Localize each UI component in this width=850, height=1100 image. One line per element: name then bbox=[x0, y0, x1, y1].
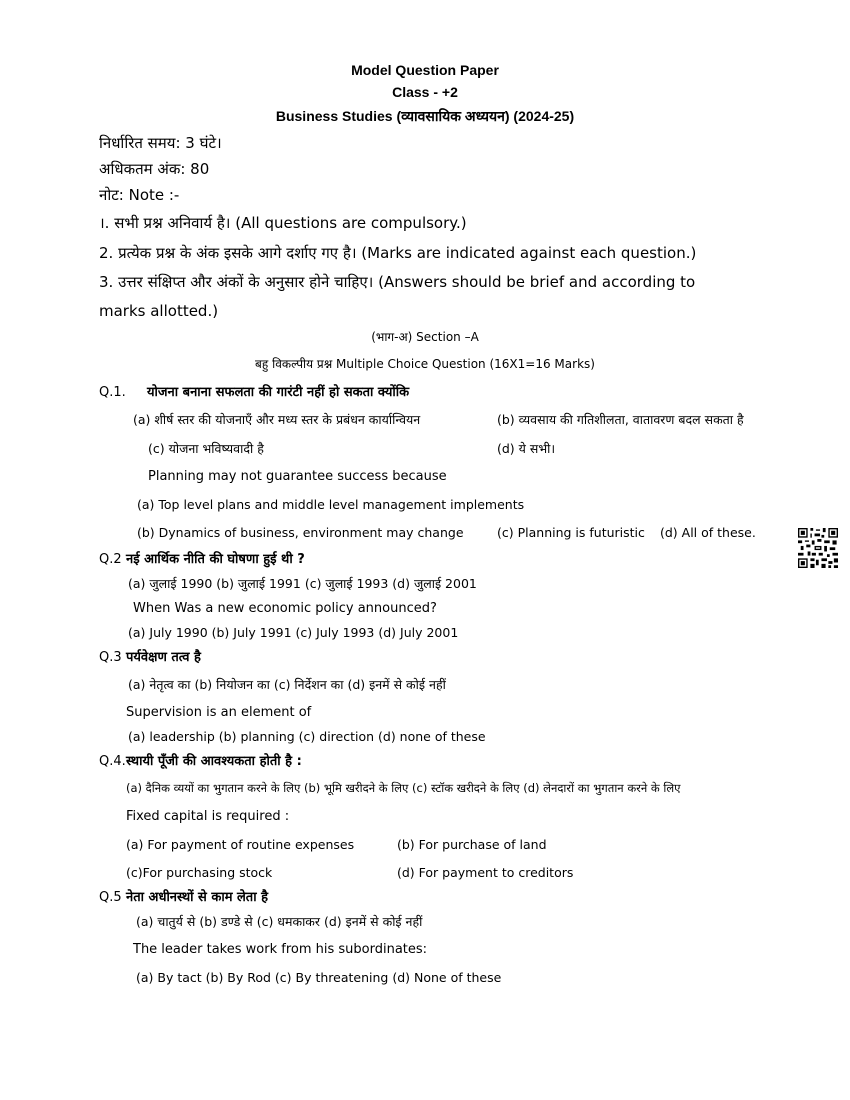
q4-option-b-en: (b) For purchase of land bbox=[397, 837, 547, 852]
q5-question-en: The leader takes work from his subordinates: bbox=[133, 942, 428, 957]
q1-option-b-hi: (b) व्यवसाय की गतिशीलता, वातावरण बदल सकता है bbox=[497, 412, 744, 427]
section-subtitle: बहु विकल्पीय प्रश्न Multiple Choice Question (16X1=16 Marks) bbox=[255, 357, 595, 371]
q4-number: Q.4. bbox=[99, 754, 126, 769]
q2-number: Q.2 bbox=[99, 552, 122, 567]
q2-question-hi: नई आर्थिक नीति की घोषणा हुई थी ? bbox=[126, 552, 305, 567]
q3-number: Q.3 bbox=[99, 650, 122, 665]
q4-option-a-en: (a) For payment of routine expenses bbox=[126, 837, 355, 852]
note-3: 3. उत्तर संक्षिप्त और अंकों के अनुसार होने चाहिए। (Answers should be brief and according to bbox=[99, 273, 696, 291]
q3-question-en: Supervision is an element of bbox=[126, 705, 312, 720]
q4-options-hi: (a) दैनिक व्ययों का भुगतान करने के लिए (b) भूमि खरीदने के लिए (c) स्टॉक खरीदने के लिए (d) लेनदारों का भुगतान करने के लिए bbox=[126, 781, 681, 795]
time-allotted: निर्धारित समय: 3 घंटे। bbox=[99, 134, 222, 152]
q1-option-b-en: (b) Dynamics of business, environment may change bbox=[137, 525, 464, 540]
q4-question-en: Fixed capital is required : bbox=[126, 809, 290, 824]
q1-option-c-en: (c) Planning is futuristic bbox=[497, 525, 645, 540]
q5-number: Q.5 bbox=[99, 890, 122, 905]
note-heading: नोट: Note :- bbox=[99, 186, 180, 204]
q5-question-hi: नेता अधीनस्थों से काम लेता है bbox=[126, 890, 269, 905]
q5-options-hi: (a) चातुर्य से (b) डण्डे से (c) धमकाकर (d) इनमें से कोई नहीं bbox=[136, 914, 423, 929]
q1-option-d-hi: (d) ये सभी। bbox=[497, 441, 556, 456]
note-3-cont: marks allotted.) bbox=[99, 302, 219, 320]
section-title: (भाग-अ) Section –A bbox=[371, 330, 479, 344]
q1-question-en: Planning may not guarantee success because bbox=[148, 469, 447, 484]
q1-option-c-hi: (c) योजना भविष्यवादी है bbox=[148, 441, 264, 456]
q1-option-a-en: (a) Top level plans and middle level management implements bbox=[137, 497, 525, 512]
paper-title: Model Question Paper bbox=[351, 62, 499, 78]
q4-question-hi: स्थायी पूँजी की आवश्यकता होती है : bbox=[126, 754, 302, 769]
q4-option-c-en: (c)For purchasing stock bbox=[126, 865, 273, 880]
q3-question-hi: पर्यवेक्षण तत्व है bbox=[126, 650, 201, 665]
q2-options-hi: (a) जुलाई 1990 (b) जुलाई 1991 (c) जुलाई 1993 (d) जुलाई 2001 bbox=[128, 576, 477, 591]
q1-number: Q.1. bbox=[99, 385, 126, 400]
q5-options-en: (a) By tact (b) By Rod (c) By threatening (d) None of these bbox=[136, 970, 502, 985]
q4-option-d-en: (d) For payment to creditors bbox=[397, 865, 574, 880]
q2-options-en: (a) July 1990 (b) July 1991 (c) July 1993 (d) July 2001 bbox=[128, 625, 459, 640]
note-1: ।. सभी प्रश्न अनिवार्य है। (All questions are compulsory.) bbox=[99, 214, 467, 232]
q1-question-hi: योजना बनाना सफलता की गारंटी नहीं हो सकता क्योंकि bbox=[147, 385, 410, 400]
q3-options-hi: (a) नेतृत्व का (b) नियोजन का (c) निर्देशन का (d) इनमें से कोई नहीं bbox=[128, 677, 446, 692]
max-marks: अधिकतम अंक: 80 bbox=[99, 160, 210, 178]
note-2: 2. प्रत्येक प्रश्न के अंक इसके आगे दर्शाए गए है। (Marks are indicated against each question.) bbox=[99, 244, 697, 262]
qr-code-icon bbox=[798, 528, 838, 568]
subject-label: Business Studies (व्यावसायिक अध्ययन) (2024-25) bbox=[275, 108, 575, 124]
q3-options-en: (a) leadership (b) planning (c) direction (d) none of these bbox=[128, 729, 486, 744]
q1-option-d-en: (d) All of these. bbox=[660, 525, 756, 540]
class-label: Class - +2 bbox=[392, 84, 458, 100]
q1-option-a-hi: (a) शीर्ष स्तर की योजनाएँ और मध्य स्तर के प्रबंधन कार्यान्वियन bbox=[133, 412, 421, 427]
q2-question-en: When Was a new economic policy announced? bbox=[133, 601, 437, 616]
